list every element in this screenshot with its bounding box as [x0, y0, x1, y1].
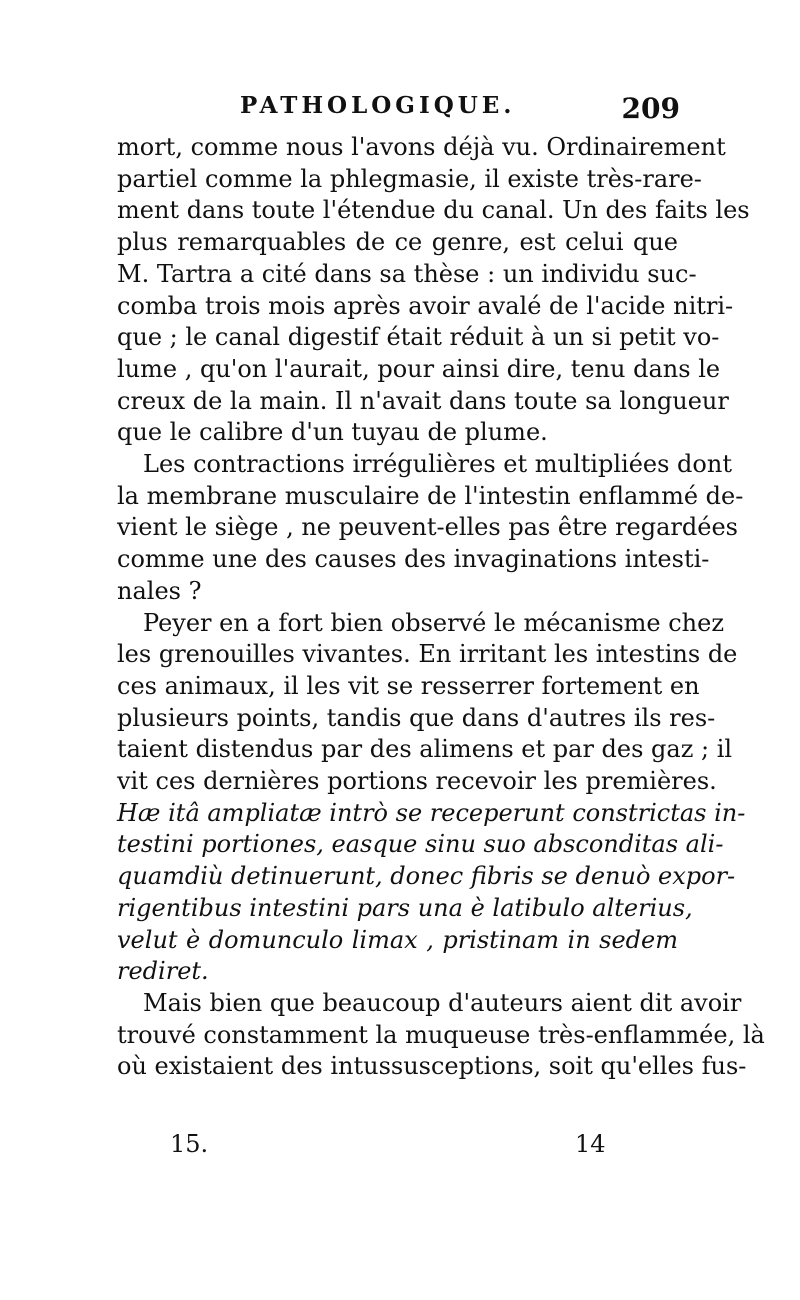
text-line: comba trois mois après avoir avalé de l'acide nitri- [117, 291, 734, 320]
running-title: PATHOLOGIQUE. [240, 92, 516, 119]
latin-quote-line: velut è domunculo limax , pristinam in sedem [117, 925, 678, 954]
text-line: Les contractions irrégulières et multipliées dont [143, 450, 732, 479]
latin-quote-line: rediret. [117, 957, 209, 986]
text-line: vit ces dernières portions recevoir les premières. [117, 767, 717, 796]
text-line: creux de la main. Il n'avait dans toute sa longueur [117, 386, 729, 415]
footer-number: 14 [575, 1130, 606, 1158]
latin-quote-line: Hæ itâ ampliatæ intrò se receperunt constrictas in- [117, 798, 746, 827]
text-line: partiel comme la phlegmasie, il existe très-rare- [117, 164, 702, 193]
text-line: trouvé constamment la muqueuse très-enflammée, là [117, 1020, 765, 1049]
text-line: la membrane musculaire de l'intestin enflammé de- [117, 481, 744, 510]
text-line: les grenouilles vivantes. En irritant les intestins de [117, 640, 738, 669]
text-line: vient le siège , ne peuvent-elles pas être regardées [117, 513, 738, 542]
text-line: mort, comme nous l'avons déjà vu. Ordinairement [117, 133, 726, 161]
text-line: Peyer en a fort bien observé le mécanisme chez [143, 608, 724, 637]
text-line: ment dans toute l'étendue du canal. Un des faits les [117, 196, 750, 225]
text-line: que ; le canal digestif était réduit à un si petit vo- [117, 323, 720, 352]
page-header [240, 92, 680, 132]
text-line: Mais bien que beaucoup d'auteurs aient dit avoir [143, 988, 742, 1017]
text-line: lume , qu'on l'aurait, pour ainsi dire, tenu dans le [117, 354, 721, 383]
text-line: comme une des causes des invaginations intesti- [117, 545, 710, 574]
latin-quote-line: testini portiones, easque sinu suo absconditas ali- [117, 830, 724, 859]
signature-mark: 15. [170, 1130, 209, 1158]
text-line: ces animaux, il les vit se resserrer fortement en [117, 671, 700, 700]
text-line: nales ? [117, 576, 202, 605]
page-footer [170, 1130, 610, 1166]
page-number: 209 [621, 92, 680, 125]
text-line: que le calibre d'un tuyau de plume. [117, 418, 548, 447]
body-text [117, 132, 765, 1083]
text-line: plus remarquables de ce genre, est celui que [117, 228, 678, 257]
latin-quote-line: rigentibus intestini pars una è latibulo alterius, [117, 893, 693, 922]
text-line: plusieurs points, tandis que dans d'autres ils res- [117, 703, 716, 732]
text-line: où existaient des intussusceptions, soit qu'elles fus- [117, 1052, 747, 1081]
text-line: M. Tartra a cité dans sa thèse : un individu suc- [117, 259, 697, 288]
text-line: taient distendus par des alimens et par des gaz ; il [117, 735, 733, 764]
latin-quote-line: quamdiù detinuerunt, donec fibris se denuò expor- [117, 862, 736, 891]
